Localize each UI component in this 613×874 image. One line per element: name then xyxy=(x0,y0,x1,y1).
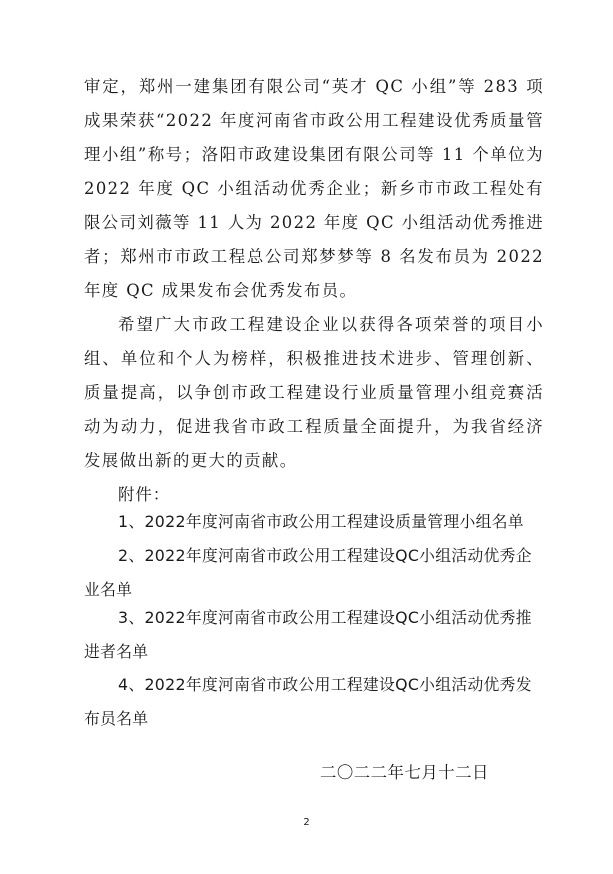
body-paragraph-awards: 审定，郑州一建集团有限公司“英才 QC 小组”等 283 项成果荣获“2022 年度河南省市政公用工程建设优秀质量管理小组”称号；洛阳市政建设集团有限公司等 11 个单位为 2022 年度 QC 小组活动优秀企业；新乡市市政工程处有限公司刘薇等 11 人为 2022 年度 QC 小组活动优秀推进者；郑州市市政工程总公司郑梦梦等 8 名发布员为 2022 年度 QC 成果发布会优秀发布员。 xyxy=(84,77,544,300)
attachments-heading: 附件： xyxy=(118,485,171,504)
attachment-item: 2、2022年度河南省市政公用工程建设QC小组活动优秀企业名单 xyxy=(84,546,532,599)
attachment-item: 4、2022年度河南省市政公用工程建设QC小组活动优秀发布员名单 xyxy=(84,675,532,728)
attachment-item: 1、2022年度河南省市政公用工程建设质量管理小组名单 xyxy=(118,512,524,531)
body-paragraph-expectation: 希望广大市政工程建设企业以获得各项荣誉的项目小组、单位和个人为榜样，积极推进技术进步、管理创新、质量提高，以争创市政工程建设行业质量管理小组竞赛活动为动力，促进我省市政工程质量全面提升，为我省经济发展做出新的更大的贡献。 xyxy=(84,315,544,470)
document-date: 二〇二二年七月十二日 xyxy=(320,763,489,782)
page-number: 2 xyxy=(303,817,310,828)
attachment-item: 3、2022年度河南省市政公用工程建设QC小组活动优秀推进者名单 xyxy=(84,608,532,661)
